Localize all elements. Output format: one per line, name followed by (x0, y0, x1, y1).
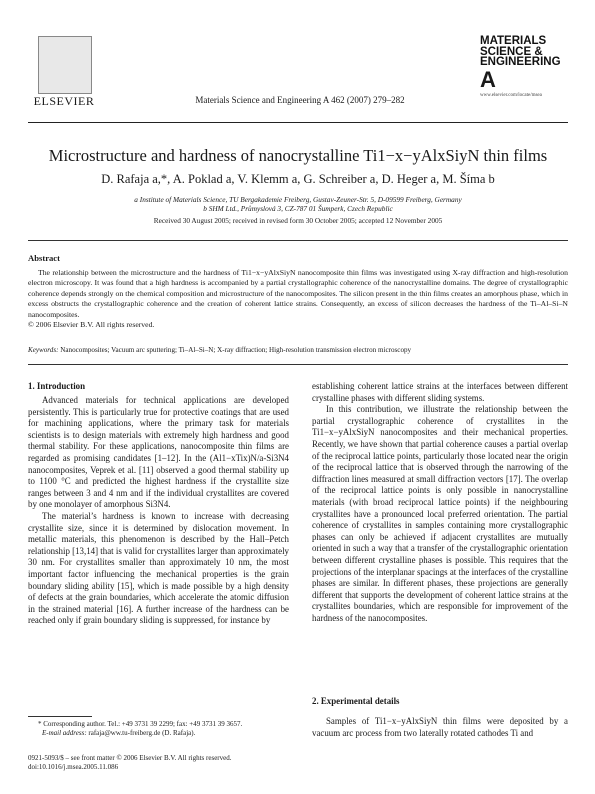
journal-logo-line-1: MATERIALS (480, 35, 547, 47)
journal-url[interactable]: www.elsevier.com/locate/msea (480, 92, 542, 98)
received-dates: Received 30 August 2005; received in revised form 30 October 2005; accepted 12 November 2005 (153, 216, 443, 225)
author-list: D. Rafaja a,*, A. Poklad a, V. Klemm a, G. Schreiber a, D. Heger a, M. Šíma b (101, 172, 495, 186)
article-title: Microstructure and hardness of nanocrystalline Ti1−x−yAlxSiyN thin films (48, 146, 548, 165)
intro-paragraph-1: Advanced materials for technical applications are developed persistently. This is particularly true for protective coatings that are used for machining applications, where the primary task for materials scientists is to design materials with extremely high hardness and good thermal stability. For these applications, nanocomposite thin films are regarded as promising candidates [1–12]. In the (Al1−xTix)N/a-Si3N4 nanocomposites, Veprek et al. [11] observed a good thermal stability up to 1100 °C and predicted the highest hardness if the crystallite size ranges between 3 and 4 nm and if the individual crystallites are covered by one monolayer of amorphous Si3N4. (28, 395, 289, 510)
keywords-text: Nanocomposites; Vacuum arc sputtering; Ti–Al–Si–N; X-ray diffraction; High-resolution transmission electron microscopy (60, 346, 412, 354)
front-matter (28, 754, 289, 772)
elsevier-tree-icon (38, 36, 92, 94)
experimental-column (312, 716, 568, 739)
section-heading-experimental: 2. Experimental details (312, 696, 400, 706)
email-label: E-mail address: (42, 729, 87, 737)
journal-logo-line-3: ENGINEERING (480, 56, 561, 68)
keywords (28, 346, 568, 354)
right-column (312, 381, 568, 624)
footnote-marker: * (38, 720, 42, 728)
corresponding-author: Corresponding author. Tel.: +49 3731 39 2299; fax: +49 3731 39 3657. (43, 720, 243, 728)
header-divider (28, 122, 568, 123)
journal-reference[interactable]: Materials Science and Engineering A 462 (2007) 279–282 (195, 95, 405, 105)
doi-link[interactable]: doi:10.1016/j.msea.2005.11.086 (28, 763, 119, 771)
abstract-heading: Abstract (28, 253, 60, 263)
intro-paragraph-3: establishing coherent lattice strains at the interfaces between different crystalline phases with different sliding systems. (312, 381, 568, 403)
journal-logo-letter: A (480, 66, 496, 92)
issn-line: 0921-5093/$ – see front matter © 2006 Elsevier B.V. All rights reserved. (28, 754, 232, 762)
affiliation-a: a Institute of Materials Science, TU Bergakademie Freiberg, Gustav-Zeuner-Str. 5, D-09599 Freiberg, Germany (134, 195, 462, 204)
title-divider (28, 240, 568, 241)
experimental-paragraph-1: Samples of Ti1−x−yAlxSiyN thin films were deposited by a vacuum arc process from two laterally rotated cathodes Ti and (312, 716, 568, 738)
journal-logo (480, 36, 568, 118)
left-column (28, 395, 289, 627)
footnote (28, 720, 289, 738)
intro-paragraph-4: In this contribution, we illustrate the relationship between the partial crystallographic coherence of crystallites in the Ti1−x−yAlxSiyN nanocomposites and their mechanical properties. Recently, we have shown that partial coherence causes a partial overlap of the reciprocal lattice points, particularly those located near the origin of the reciprocal lattice that is observed through the narrowing of the diffraction lines measured at small diffraction vectors [17]. The overlap of the reciprocal lattice points is only possible in nanocrystalline materials (with broad reciprocal lattice points) if the neighbouring crystallites have a pronounced local preferred orientation. The partial coherence of crystallites in samples containing more crystallographic phases can only be achieved if adjacent crystallites are mutually oriented in such a way that a transfer of the crystallographic orientation between different crystalline phases is possible. This requires that the projections of the interplanar spacings at the interfaces of the crystalline phases are similar. In different phases, these projections are generally different that supports the development of coherent lattice strains at the crystallites boundaries, which are responsible for improvement of the hardness of the nanocomposites. (312, 404, 568, 623)
footnote-divider (28, 716, 92, 717)
elsevier-logo (28, 36, 100, 112)
abstract-paragraph: The relationship between the microstructure and the hardness of Ti1−x−yAlxSiyN nanocomposite thin films was investigated using X-ray diffraction and high-resolution electron microscopy. It was found that a high hardness is accompanied by a partial crystallographic coherence of the nanocrystalline domains. The degree of crystallographic coherence depends strongly on the chemical composition and microstructure of the nanocomposites. The silicon present in the thin films creates an amorphous phase, which in excess obstructs the crystallographic coherence and the creation of coherent lattice strains. Consequently, an excess of silicon decreases the hardness of the Ti–Al–Si–N nanocomposites. (28, 268, 568, 319)
publisher-name: ELSEVIER (33, 94, 95, 108)
abstract-divider (28, 364, 568, 365)
section-heading-introduction: 1. Introduction (28, 381, 86, 391)
abstract-body (28, 268, 568, 330)
abstract-copyright: © 2006 Elsevier B.V. All rights reserved. (28, 320, 155, 330)
intro-paragraph-2: The material’s hardness is known to increase with decreasing crystallite size, since it is determined by dislocation movement. In metallic materials, this phenomenon is described by the Hall–Petch relationship [13,14] that is valid for crystallites larger than approximately 30 nm. For crystallites smaller than approximately 10 nm, the most important factor influencing the mechanical properties is the grain boundary sliding ability [15], which is made possible by a high density of defects at the grain boundaries, which accelerate the atomic diffusion in the strained material [16]. A further increase of the hardness can be reached only if grain boundary sliding is suppressed, for instance by (28, 510, 289, 626)
affiliation-b: b SHM Ltd., Průmyslová 3, CZ-787 01 Šumperk, Czech Republic (203, 204, 393, 213)
journal-logo-line-2: SCIENCE & (480, 45, 543, 58)
keywords-label: Keywords: (28, 346, 59, 354)
email-address[interactable]: rafaja@ww.tu-freiberg.de (D. Rafaja). (88, 729, 196, 737)
